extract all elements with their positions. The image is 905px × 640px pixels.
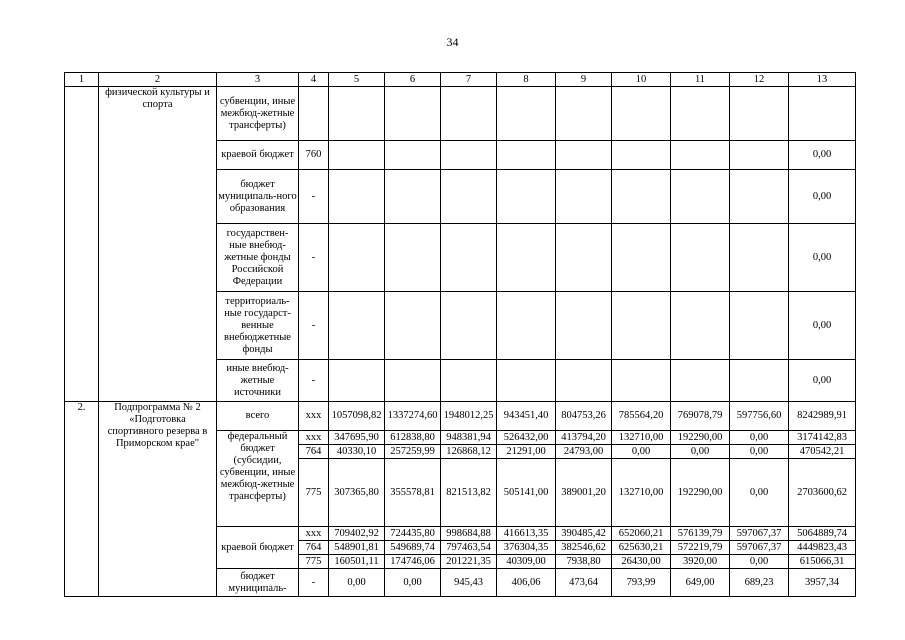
code-cell: - [299, 292, 329, 360]
header-cell: 1 [65, 73, 99, 87]
source-cell: иные внебюд-жетные источники [217, 360, 299, 402]
source-cell: территориаль-ные государст-венные внебюджетные фонды [217, 292, 299, 360]
value-cell: 174746,06 [385, 555, 441, 569]
code-cell: - [299, 224, 329, 292]
value-cell: 948381,94 [441, 431, 497, 445]
value-cell: 689,23 [730, 569, 789, 597]
total-cell: 0,00 [789, 224, 856, 292]
value-cell: 40330,10 [329, 445, 385, 459]
value-cell: 804753,26 [556, 402, 612, 431]
program-name-cell: физической культуры и спорта [99, 87, 217, 402]
source-cell: всего [217, 402, 299, 431]
code-cell: 760 [299, 141, 329, 170]
value-cell: 998684,88 [441, 527, 497, 541]
value-cell: 126868,12 [441, 445, 497, 459]
value-cell: 0,00 [730, 431, 789, 445]
header-cell: 4 [299, 73, 329, 87]
value-cell: 576139,79 [671, 527, 730, 541]
value-cell: 0,00 [385, 569, 441, 597]
value-cell: 1337274,60 [385, 402, 441, 431]
value-cell: 597067,37 [730, 527, 789, 541]
value-cell: 416613,35 [497, 527, 556, 541]
header-cell: 6 [385, 73, 441, 87]
value-cell: 473,64 [556, 569, 612, 597]
page-number: 34 [446, 35, 459, 49]
table-row [65, 402, 856, 431]
code-cell: 764 [299, 541, 329, 555]
value-cell: 652060,21 [612, 527, 671, 541]
value-cell: 943451,40 [497, 402, 556, 431]
value-cell: 3174142,83 [789, 431, 856, 445]
source-cell: краевой бюджет [217, 141, 299, 170]
source-cell: бюджет муниципаль-ного образования [217, 170, 299, 224]
value-cell: 724435,80 [385, 527, 441, 541]
value-cell: 5064889,74 [789, 527, 856, 541]
value-cell: 785564,20 [612, 402, 671, 431]
header-cell: 12 [730, 73, 789, 87]
value-cell: 1057098,82 [329, 402, 385, 431]
value-cell: 132710,00 [612, 459, 671, 527]
value-cell: 382546,62 [556, 541, 612, 555]
value-cell: 413794,20 [556, 431, 612, 445]
value-cell: 307365,80 [329, 459, 385, 527]
value-cell: 769078,79 [671, 402, 730, 431]
header-cell: 9 [556, 73, 612, 87]
value-cell: 132710,00 [612, 431, 671, 445]
value-cell: 470542,21 [789, 445, 856, 459]
value-cell: 612838,80 [385, 431, 441, 445]
value-cell: 821513,82 [441, 459, 497, 527]
value-cell: 0,00 [730, 459, 789, 527]
value-cell: 3957,34 [789, 569, 856, 597]
code-cell: xxx [299, 431, 329, 445]
total-cell: 0,00 [789, 360, 856, 402]
value-cell: 192290,00 [671, 431, 730, 445]
value-cell: 649,00 [671, 569, 730, 597]
code-cell: - [299, 170, 329, 224]
table-row [65, 87, 856, 141]
value-cell: 390485,42 [556, 527, 612, 541]
value-cell: 548901,81 [329, 541, 385, 555]
total-cell: 0,00 [789, 170, 856, 224]
code-cell: xxx [299, 402, 329, 431]
code-cell: xxx [299, 527, 329, 541]
value-cell: 0,00 [612, 445, 671, 459]
header-cell: 8 [497, 73, 556, 87]
value-cell: 201221,35 [441, 555, 497, 569]
value-cell: 389001,20 [556, 459, 612, 527]
subprogram-title-cell: Подпрограмма № 2 «Подготовка спортивного резерва в Приморском крае" [99, 402, 217, 597]
code-cell: - [299, 360, 329, 402]
value-cell: 192290,00 [671, 459, 730, 527]
value-cell: 0,00 [671, 445, 730, 459]
source-cell: государствен-ные внебюд-жетные фонды Российской Федерации [217, 224, 299, 292]
value-cell: 4449823,43 [789, 541, 856, 555]
header-cell: 7 [441, 73, 497, 87]
source-cell: субвенции, иные межбюд-жетные трансферты) [217, 87, 299, 141]
value-cell: 597756,60 [730, 402, 789, 431]
header-cell: 10 [612, 73, 671, 87]
value-cell: 2703600,62 [789, 459, 856, 527]
value-cell: 793,99 [612, 569, 671, 597]
value-cell: 615066,31 [789, 555, 856, 569]
value-cell: 347695,90 [329, 431, 385, 445]
value-cell: 572219,79 [671, 541, 730, 555]
value-cell: 355578,81 [385, 459, 441, 527]
code-cell: 775 [299, 555, 329, 569]
value-cell: 160501,11 [329, 555, 385, 569]
budget-table [64, 72, 856, 597]
row-number-cell: 2. [65, 402, 99, 597]
total-cell: 0,00 [789, 292, 856, 360]
value-cell: 526432,00 [497, 431, 556, 445]
value-cell: 26430,00 [612, 555, 671, 569]
header-row [65, 73, 856, 87]
cell [65, 87, 99, 402]
value-cell: 625630,21 [612, 541, 671, 555]
value-cell: 1948012,25 [441, 402, 497, 431]
total-cell: 0,00 [789, 141, 856, 170]
value-cell: 406,06 [497, 569, 556, 597]
value-cell: 0,00 [329, 569, 385, 597]
code-cell: - [299, 569, 329, 597]
value-cell: 24793,00 [556, 445, 612, 459]
header-cell: 13 [789, 73, 856, 87]
code-cell: 775 [299, 459, 329, 527]
source-cell [217, 431, 299, 527]
fed-sub-label: (субсидии, субвенции, иные межбюд-жетные трансферты) [219, 455, 296, 502]
value-cell: 8242989,91 [789, 402, 856, 431]
header-cell: 3 [217, 73, 299, 87]
value-cell: 945,43 [441, 569, 497, 597]
value-cell: 3920,00 [671, 555, 730, 569]
value-cell: 21291,00 [497, 445, 556, 459]
value-cell: 797463,54 [441, 541, 497, 555]
value-cell: 257259,99 [385, 445, 441, 459]
value-cell: 597067,37 [730, 541, 789, 555]
value-cell: 709402,92 [329, 527, 385, 541]
header-cell: 11 [671, 73, 730, 87]
code-cell: 764 [299, 445, 329, 459]
cell [299, 87, 329, 141]
value-cell: 549689,74 [385, 541, 441, 555]
value-cell: 40309,00 [497, 555, 556, 569]
fed-label: федеральный бюджет [227, 431, 288, 454]
value-cell: 376304,35 [497, 541, 556, 555]
value-cell: 505141,00 [497, 459, 556, 527]
header-cell: 2 [99, 73, 217, 87]
value-cell: 0,00 [730, 555, 789, 569]
header-cell: 5 [329, 73, 385, 87]
value-cell: 0,00 [730, 445, 789, 459]
value-cell: 7938,80 [556, 555, 612, 569]
source-cell: краевой бюджет [217, 527, 299, 569]
source-cell: бюджет муниципаль- [217, 569, 299, 597]
